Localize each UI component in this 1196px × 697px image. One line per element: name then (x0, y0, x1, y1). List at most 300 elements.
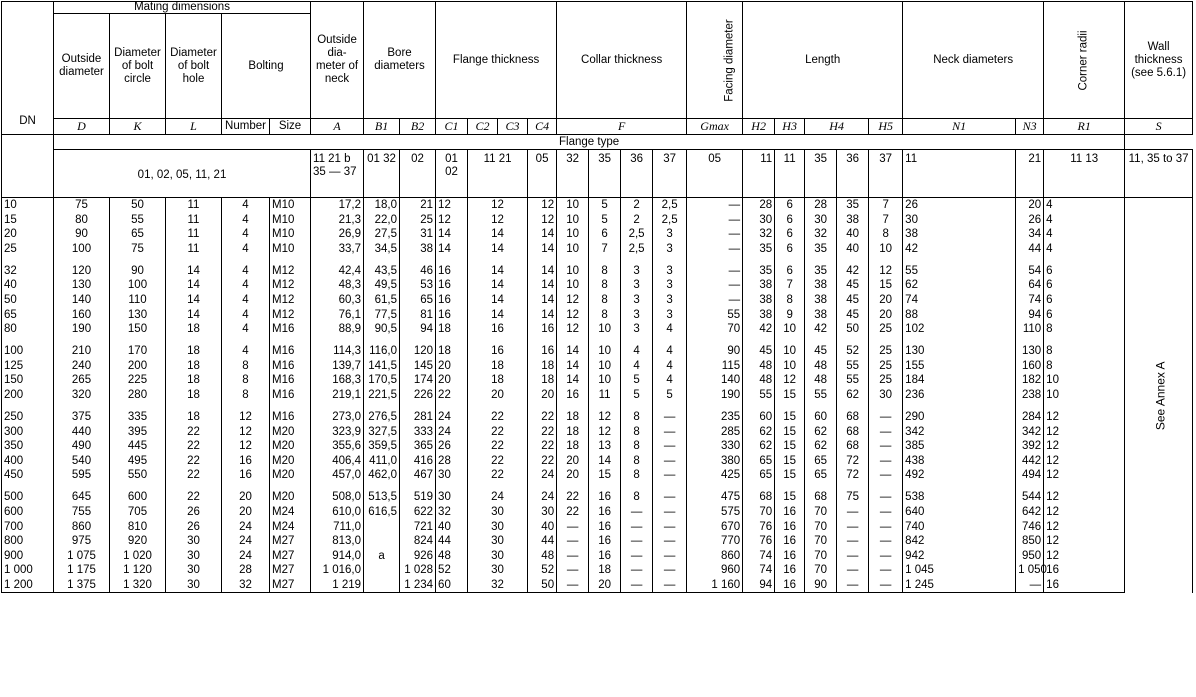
cell-h4a: 62 (805, 425, 837, 440)
cell-dn: 1 200 (2, 578, 54, 593)
cell-b1: 61,5 (364, 293, 400, 308)
table-row (2, 563, 1193, 578)
cell-n1: 842 (903, 534, 1016, 549)
cell-h2: 76 (743, 520, 775, 535)
type-N1: 11 (903, 150, 1016, 198)
cell-number: 8 (222, 359, 270, 374)
cell-f37: 3 (653, 256, 687, 278)
cell-h3: 16 (775, 534, 805, 549)
cell-n3: 64 (1016, 278, 1044, 293)
cell-g: 55 (687, 308, 743, 323)
cell-c1: 40 (436, 520, 468, 535)
cell-g: 330 (687, 439, 743, 454)
cell-d: 75 (54, 198, 110, 213)
cell-c4: 22 (528, 454, 557, 469)
cell-h2: 60 (743, 403, 775, 425)
flange-type-header: Flange type (54, 135, 1125, 150)
cell-f35: 10 (589, 337, 621, 359)
cell-h5: — (869, 534, 903, 549)
cell-size: M24 (270, 520, 311, 535)
cell-n1: 102 (903, 322, 1016, 337)
cell-f32: 22 (557, 483, 589, 505)
cell-size: M12 (270, 308, 311, 323)
cell-h2: 62 (743, 439, 775, 454)
cell-c2c3: 16 (468, 337, 528, 359)
cell-c2c3: 12 (468, 213, 528, 228)
cell-b2: 145 (400, 359, 436, 374)
cell-h5: 25 (869, 359, 903, 374)
cell-h4b: — (837, 505, 869, 520)
cell-r1: 12 (1044, 520, 1125, 535)
cell-r1: 4 (1044, 198, 1125, 213)
cell-f36: — (621, 549, 653, 564)
cell-d: 1 175 (54, 563, 110, 578)
cell-b2: 65 (400, 293, 436, 308)
cell-f36: 3 (621, 322, 653, 337)
cell-k: 130 (110, 308, 166, 323)
cell-dn: 600 (2, 505, 54, 520)
cell-dn: 300 (2, 425, 54, 440)
cell-l: 18 (166, 373, 222, 388)
cell-dn: 150 (2, 373, 54, 388)
cell-dn: 20 (2, 227, 54, 242)
table-row (2, 454, 1193, 469)
cell-h4a: 48 (805, 359, 837, 374)
cell-h4b: 55 (837, 373, 869, 388)
cell-f37: — (653, 578, 687, 593)
cell-r1: 12 (1044, 549, 1125, 564)
bolting-header: Bolting (222, 14, 311, 119)
cell-c1: 30 (436, 468, 468, 483)
cell-number: 4 (222, 337, 270, 359)
cell-h2: 76 (743, 534, 775, 549)
cell-n3: 284 (1016, 403, 1044, 425)
cell-h4b: 68 (837, 425, 869, 440)
type-F37: 37 (653, 150, 687, 198)
cell-l: 18 (166, 359, 222, 374)
cell-h4a: 38 (805, 293, 837, 308)
cell-d: 140 (54, 293, 110, 308)
cell-c2c3: 14 (468, 242, 528, 257)
cell-f36: 3 (621, 256, 653, 278)
cell-h3: 6 (775, 227, 805, 242)
cell-f36: — (621, 578, 653, 593)
table-row (2, 578, 1193, 593)
cell-c2c3: 14 (468, 278, 528, 293)
cell-c1: 24 (436, 425, 468, 440)
cell-size: M16 (270, 388, 311, 403)
cell-n1: 38 (903, 227, 1016, 242)
cell-g: 235 (687, 403, 743, 425)
cell-h3: 15 (775, 439, 805, 454)
cell-c2c3: 22 (468, 425, 528, 440)
cell-r1: 12 (1044, 425, 1125, 440)
cell-c2c3: 20 (468, 388, 528, 403)
cell-c2c3: 24 (468, 483, 528, 505)
cell-a: 406,4 (311, 454, 364, 469)
cell-n1: 26 (903, 198, 1016, 213)
cell-b1: 116,0 (364, 337, 400, 359)
cell-h2: 28 (743, 198, 775, 213)
cell-c1: 26 (436, 439, 468, 454)
cell-g: 770 (687, 534, 743, 549)
cell-a: 114,3 (311, 337, 364, 359)
cell-dn: 32 (2, 256, 54, 278)
table-row (2, 198, 1193, 213)
cell-r1: 16 (1044, 563, 1125, 578)
table-row (2, 534, 1193, 549)
cell-b1: 49,5 (364, 278, 400, 293)
cell-d: 160 (54, 308, 110, 323)
cell-dn: 25 (2, 242, 54, 257)
cell-r1: 4 (1044, 242, 1125, 257)
cell-f37: 4 (653, 359, 687, 374)
cell-f32: — (557, 520, 589, 535)
cell-b2: 81 (400, 308, 436, 323)
cell-c4: 22 (528, 403, 557, 425)
cell-a: 508,0 (311, 483, 364, 505)
cell-r1: 12 (1044, 468, 1125, 483)
cell-c1: 16 (436, 256, 468, 278)
cell-b2: 46 (400, 256, 436, 278)
cell-h2: 65 (743, 468, 775, 483)
cell-b1: 462,0 (364, 468, 400, 483)
table-row (2, 439, 1193, 454)
cell-b2: 38 (400, 242, 436, 257)
cell-c2c3: 18 (468, 373, 528, 388)
cell-r1: 16 (1044, 578, 1125, 593)
cell-c4: 14 (528, 308, 557, 323)
cell-a: 323,9 (311, 425, 364, 440)
cell-r1: 8 (1044, 337, 1125, 359)
cell-g: — (687, 278, 743, 293)
type-B1: 01 32 (364, 150, 400, 198)
cell-c1: 16 (436, 293, 468, 308)
cell-h4b: 68 (837, 403, 869, 425)
cell-size: M27 (270, 534, 311, 549)
cell-r1: 6 (1044, 256, 1125, 278)
cell-d: 440 (54, 425, 110, 440)
cell-k: 280 (110, 388, 166, 403)
cell-n3: 130 (1016, 337, 1044, 359)
cell-h4a: 45 (805, 337, 837, 359)
cell-h3: 7 (775, 278, 805, 293)
sym-A: A (311, 119, 364, 135)
cell-c1: 60 (436, 578, 468, 593)
cell-number: 16 (222, 454, 270, 469)
cell-f35: 10 (589, 373, 621, 388)
cell-h4a: 70 (805, 563, 837, 578)
type-H4a: 35 (805, 150, 837, 198)
cell-h3: 6 (775, 198, 805, 213)
sym-R1: R1 (1044, 119, 1125, 135)
cell-c2c3: 12 (468, 198, 528, 213)
cell-n3: — (1016, 578, 1044, 593)
cell-dn: 1 000 (2, 563, 54, 578)
cell-l: 18 (166, 337, 222, 359)
cell-n1: 55 (903, 256, 1016, 278)
cell-f37: 3 (653, 308, 687, 323)
table-row (2, 373, 1193, 388)
cell-dn: 65 (2, 308, 54, 323)
cell-f36: 3 (621, 293, 653, 308)
cell-f32: 16 (557, 388, 589, 403)
cell-f36: 2,5 (621, 242, 653, 257)
cell-h2: 42 (743, 322, 775, 337)
cell-b2: 25 (400, 213, 436, 228)
cell-f32: 14 (557, 373, 589, 388)
cell-h4b: 45 (837, 308, 869, 323)
cell-g: 960 (687, 563, 743, 578)
cell-f37: 3 (653, 293, 687, 308)
sym-F: F (557, 119, 687, 135)
cell-g: — (687, 213, 743, 228)
cell-h3: 15 (775, 425, 805, 440)
cell-h4b: 55 (837, 359, 869, 374)
cell-k: 55 (110, 213, 166, 228)
cell-d: 490 (54, 439, 110, 454)
type-N3: 21 (1016, 150, 1044, 198)
cell-h2: 45 (743, 337, 775, 359)
cell-b2: 226 (400, 388, 436, 403)
cell-c1: 28 (436, 454, 468, 469)
cell-g: 575 (687, 505, 743, 520)
cell-f32: 18 (557, 425, 589, 440)
cell-c2c3: 30 (468, 505, 528, 520)
type-B2: 02 (400, 150, 436, 198)
cell-h4b: — (837, 534, 869, 549)
cell-c2c3: 14 (468, 293, 528, 308)
cell-size: M27 (270, 578, 311, 593)
cell-n3: 44 (1016, 242, 1044, 257)
cell-a: 21,3 (311, 213, 364, 228)
cell-n1: 342 (903, 425, 1016, 440)
cell-number: 4 (222, 213, 270, 228)
cell-c4: 30 (528, 505, 557, 520)
cell-f35: 11 (589, 388, 621, 403)
cell-b1: 411,0 (364, 454, 400, 469)
cell-b1: 22,0 (364, 213, 400, 228)
table-row (2, 278, 1193, 293)
mating-dimensions-header: Mating dimensions (54, 2, 311, 14)
cell-b2: 365 (400, 439, 436, 454)
cell-n3: 26 (1016, 213, 1044, 228)
cell-h4a: 65 (805, 468, 837, 483)
type-C1: 01 02 (436, 150, 468, 198)
table-row (2, 227, 1193, 242)
cell-l: 11 (166, 213, 222, 228)
table-row (2, 308, 1193, 323)
cell-b2: 94 (400, 322, 436, 337)
cell-c1: 20 (436, 373, 468, 388)
cell-h3: 16 (775, 578, 805, 593)
cell-h5: — (869, 549, 903, 564)
cell-n1: 30 (903, 213, 1016, 228)
cell-h3: 6 (775, 213, 805, 228)
cell-f32: 14 (557, 337, 589, 359)
cell-size: M20 (270, 425, 311, 440)
cell-g: — (687, 198, 743, 213)
cell-b1: 18,0 (364, 198, 400, 213)
cell-number: 4 (222, 227, 270, 242)
cell-h4b: 45 (837, 278, 869, 293)
cell-f35: 18 (589, 563, 621, 578)
cell-l: 11 (166, 227, 222, 242)
cell-number: 28 (222, 563, 270, 578)
cell-c2c3: 18 (468, 359, 528, 374)
cell-number: 12 (222, 439, 270, 454)
cell-h4a: 42 (805, 322, 837, 337)
cell-b1: 513,5 (364, 483, 400, 505)
cell-h2: 35 (743, 242, 775, 257)
cell-g: — (687, 227, 743, 242)
cell-c1: 30 (436, 483, 468, 505)
cell-n3: 342 (1016, 425, 1044, 440)
cell-f37: 3 (653, 227, 687, 242)
cell-f36: 4 (621, 337, 653, 359)
cell-h5: — (869, 425, 903, 440)
cell-size: M20 (270, 454, 311, 469)
cell-d: 130 (54, 278, 110, 293)
cell-n1: 1 245 (903, 578, 1016, 593)
table-row (2, 322, 1193, 337)
cell-h3: 8 (775, 293, 805, 308)
cell-f37: 4 (653, 337, 687, 359)
cell-h4b: 62 (837, 388, 869, 403)
cell-l: 14 (166, 308, 222, 323)
cell-f35: 5 (589, 213, 621, 228)
cell-a: 26,9 (311, 227, 364, 242)
cell-f36: 8 (621, 483, 653, 505)
cell-n1: 130 (903, 337, 1016, 359)
cell-g: 115 (687, 359, 743, 374)
cell-h2: 48 (743, 373, 775, 388)
table-row (2, 505, 1193, 520)
cell-h5: — (869, 483, 903, 505)
type-C4: 05 (528, 150, 557, 198)
cell-f35: 16 (589, 505, 621, 520)
type-S: 11, 35 to 37 (1125, 150, 1193, 198)
cell-a: 219,1 (311, 388, 364, 403)
cell-c1: 12 (436, 213, 468, 228)
cell-f36: 8 (621, 403, 653, 425)
cell-size: M20 (270, 483, 311, 505)
sym-N1: N1 (903, 119, 1016, 135)
cell-h3: 16 (775, 563, 805, 578)
cell-n1: 538 (903, 483, 1016, 505)
cell-h5: 20 (869, 293, 903, 308)
cell-n3: 160 (1016, 359, 1044, 374)
cell-f32: 22 (557, 505, 589, 520)
cell-n1: 88 (903, 308, 1016, 323)
cell-h5: — (869, 520, 903, 535)
cell-b1 (364, 563, 400, 578)
cell-a: 355,6 (311, 439, 364, 454)
cell-b2: 31 (400, 227, 436, 242)
type-H3: 11 (775, 150, 805, 198)
cell-b2: 174 (400, 373, 436, 388)
cell-c2c3: 30 (468, 549, 528, 564)
sym-S: S (1125, 119, 1193, 135)
cell-f36: 2 (621, 213, 653, 228)
cell-h4b: — (837, 563, 869, 578)
cell-d: 645 (54, 483, 110, 505)
cell-f36: 3 (621, 278, 653, 293)
cell-dn: 450 (2, 468, 54, 483)
cell-b1: 34,5 (364, 242, 400, 257)
cell-h3: 16 (775, 549, 805, 564)
cell-r1: 4 (1044, 213, 1125, 228)
cell-d: 375 (54, 403, 110, 425)
dn-header: DN (2, 2, 54, 135)
type-F32: 32 (557, 150, 589, 198)
cell-c1: 20 (436, 359, 468, 374)
cell-number: 4 (222, 322, 270, 337)
cell-h2: 38 (743, 278, 775, 293)
cell-l: 14 (166, 256, 222, 278)
cell-k: 170 (110, 337, 166, 359)
cell-d: 540 (54, 454, 110, 469)
cell-b2: 333 (400, 425, 436, 440)
cell-c4: 22 (528, 439, 557, 454)
cell-k: 1 320 (110, 578, 166, 593)
cell-r1: 8 (1044, 359, 1125, 374)
cell-b1: 77,5 (364, 308, 400, 323)
cell-n3: 746 (1016, 520, 1044, 535)
cell-c2c3: 14 (468, 308, 528, 323)
table-row (2, 256, 1193, 278)
cell-dn: 40 (2, 278, 54, 293)
cell-c1: 14 (436, 227, 468, 242)
cell-n3: 94 (1016, 308, 1044, 323)
cell-d: 210 (54, 337, 110, 359)
cell-l: 18 (166, 322, 222, 337)
cell-dn: 500 (2, 483, 54, 505)
cell-h2: 62 (743, 425, 775, 440)
cell-h5: 15 (869, 278, 903, 293)
table-row (2, 468, 1193, 483)
cell-c2c3: 22 (468, 468, 528, 483)
cell-g: — (687, 242, 743, 257)
cell-f32: 10 (557, 278, 589, 293)
cell-h4b: 50 (837, 322, 869, 337)
cell-size: M27 (270, 563, 311, 578)
cell-number: 4 (222, 308, 270, 323)
cell-k: 110 (110, 293, 166, 308)
cell-g: 380 (687, 454, 743, 469)
cell-size: M16 (270, 359, 311, 374)
cell-h4b: 72 (837, 454, 869, 469)
table-row (2, 549, 1193, 564)
cell-b1: 27,5 (364, 227, 400, 242)
cell-number: 20 (222, 505, 270, 520)
cell-d: 120 (54, 256, 110, 278)
cell-a: 139,7 (311, 359, 364, 374)
cell-h3: 15 (775, 403, 805, 425)
cell-n1: 385 (903, 439, 1016, 454)
cell-c4: 14 (528, 227, 557, 242)
cell-h2: 68 (743, 483, 775, 505)
cell-f35: 16 (589, 520, 621, 535)
cell-f36: — (621, 520, 653, 535)
cell-number: 12 (222, 403, 270, 425)
sym-L: L (166, 119, 222, 135)
cell-f32: — (557, 534, 589, 549)
cell-h4a: 30 (805, 213, 837, 228)
cell-f32: 20 (557, 468, 589, 483)
cell-h2: 30 (743, 213, 775, 228)
cell-n3: 392 (1016, 439, 1044, 454)
